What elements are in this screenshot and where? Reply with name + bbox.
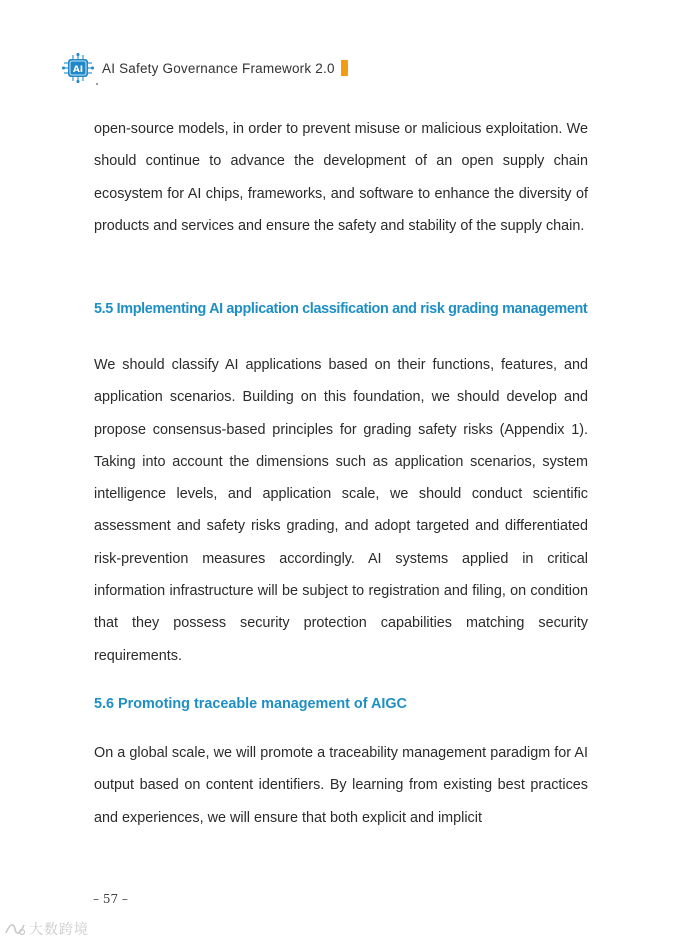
watermark-text: 大数跨境 [29, 921, 89, 937]
section-heading-5-5: 5.5 Implementing AI application classification and risk grading management [94, 301, 588, 317]
svg-text:AI: AI [72, 65, 84, 75]
watermark-logo-icon [4, 921, 26, 937]
document-title: AI Safety Governance Framework 2.0 [102, 60, 335, 76]
section-5-6-paragraph: On a global scale, we will promote a traceability management paradigm for AI output based on content identifiers. By learning from existing best practices and experiences, we will ensure that both explicit and implicit [94, 745, 588, 826]
body-paragraph-1: open-source models, in order to prevent misuse or malicious exploitation. We should continue to advance the development of an open supply chain ecosystem for AI chips, frameworks, and software to enhance the diversity of products and services and ensure the safety and stability of the supply chain. [94, 121, 588, 234]
page-number: – 57 – [93, 892, 128, 906]
watermark [4, 919, 89, 939]
section-heading-5-6: 5.6 Promoting traceable management of AIGC [94, 696, 407, 712]
header-divider-dot [96, 83, 98, 85]
section-5-5-paragraph: We should classify AI applications based on their functions, features, and application scenarios. Building on this foundation, we should develop and propose consensus-based principles for grading safety risks (Appendix 1). Taking into account the dimensions such as application scenarios, system intelligence levels, and application scale, we should conduct scientific assessment and safety risks grading, and adopt targeted and differentiated risk-prevention measures accordingly. AI systems applied in critical information infrastructure will be subject to registration and filing, on condition that they possess security protection capabilities matching security requirements. [94, 357, 588, 664]
page-header [62, 53, 348, 83]
header-accent-bar [341, 60, 348, 76]
ai-chip-logo-icon [62, 53, 94, 83]
